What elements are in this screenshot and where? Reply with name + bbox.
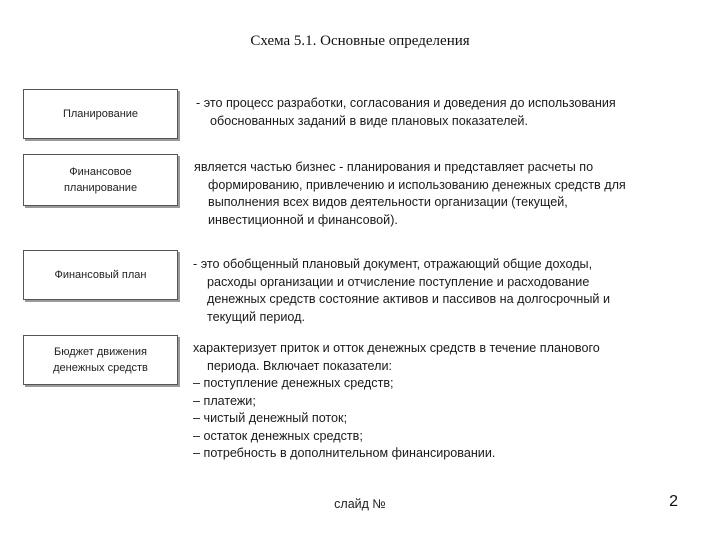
term-label: Планирование [62, 108, 139, 120]
list-item: – остаток денежных средств; [193, 428, 363, 443]
page-title: Схема 5.1. Основные определения [250, 33, 470, 49]
term-box-cash-flow-budget [23, 335, 178, 385]
list-item: – поступление денежных средств; [193, 376, 394, 390]
definition-cash-flow-budget [193, 340, 600, 463]
definition-line: расходы организации и отчисление поступление и расходование [207, 274, 590, 289]
definition-line: - это процесс разработки, согласования и доведения до использования [196, 96, 616, 110]
term-label: планирование [63, 182, 138, 194]
definition-line: денежных средств состояние активов и пассивов на долгосрочный и [207, 292, 611, 306]
definition-line: характеризует приток и отток денежных средств в течение планового [193, 341, 600, 355]
list-item: – потребность в дополнительном финансировании. [193, 446, 496, 460]
definition-line: инвестиционной и финансовой). [208, 212, 398, 227]
term-box-financial-planning [23, 154, 178, 206]
term-label: Финансовое [69, 166, 132, 178]
definition-planning [196, 95, 616, 130]
slide-label: слайд № [334, 497, 386, 511]
definition-line: обоснованных заданий в виде плановых показателей. [210, 113, 528, 128]
definition-line: формированию, привлечению и использованию денежных средств для [208, 177, 626, 192]
definition-line: - это обобщенный плановый документ, отражающий общие доходы, [193, 257, 593, 271]
term-label: Финансовый план [54, 269, 147, 281]
list-item: – платежи; [193, 393, 256, 408]
term-box-financial-plan [23, 250, 178, 300]
definition-financial-planning [194, 159, 626, 229]
definition-line: выполнения всех видов деятельности организации (текущей, [208, 195, 568, 209]
term-label: Бюджет движения [54, 346, 147, 358]
definition-financial-plan [193, 256, 610, 326]
list-item: – чистый денежный поток; [193, 411, 348, 425]
definition-line: является частью бизнес - планирования и представляет расчеты по [194, 160, 594, 174]
page-number: 2 [669, 493, 678, 510]
term-label: денежных средств [53, 362, 148, 374]
definition-line: периода. Включает показатели: [207, 358, 392, 373]
definition-line: текущий период. [207, 309, 305, 324]
term-box-planning [23, 89, 178, 139]
